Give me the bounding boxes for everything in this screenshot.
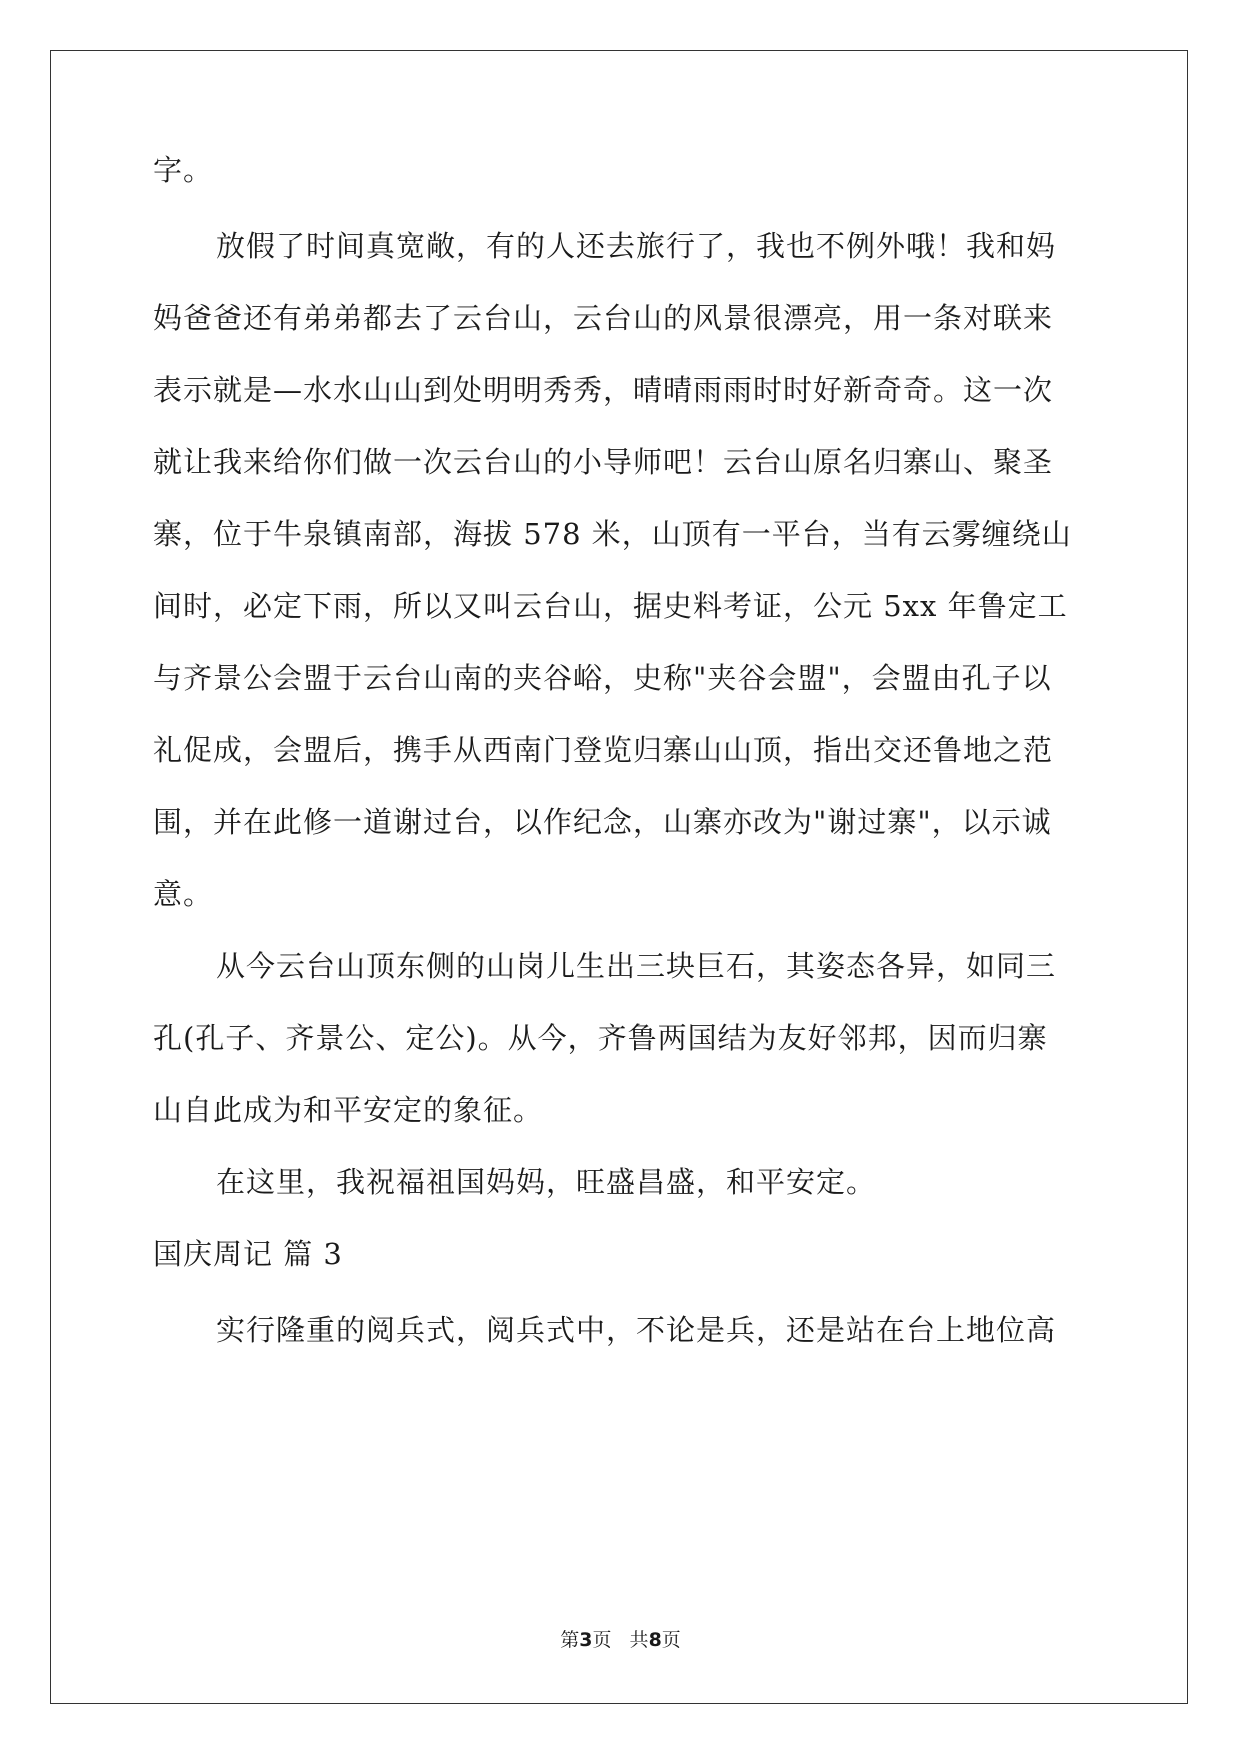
- total-page-number: 8: [648, 1629, 662, 1651]
- section-heading: 国庆周记 篇 3: [153, 1237, 343, 1271]
- text-line: 意。: [153, 877, 214, 911]
- text-line: 围，并在此修一道谢过台，以作纪念，山寨亦改为"谢过寨"，以示诚: [153, 805, 1052, 839]
- text-line: 间时，必定下雨，所以又叫云台山，据史料考证，公元 5xx 年鲁定工: [153, 589, 1068, 623]
- current-page-number: 3: [579, 1629, 593, 1651]
- paragraph-start: 在这里，我祝福祖国妈妈，旺盛昌盛，和平安定。: [216, 1165, 877, 1199]
- footer-prefix: 第: [560, 1629, 580, 1651]
- text-line: 字。: [153, 153, 214, 187]
- text-line: 表示就是—水水山山到处明明秀秀，晴晴雨雨时时好新奇奇。这一次: [153, 373, 1054, 407]
- text-line: 与齐景公会盟于云台山南的夹谷峪，史称"夹谷会盟"，会盟由孔子以: [153, 661, 1052, 695]
- paragraph-start: 实行隆重的阅兵式，阅兵式中，不论是兵，还是站在台上地位高: [216, 1313, 1057, 1347]
- paragraph-start: 放假了时间真宽敞，有的人还去旅行了，我也不例外哦！我和妈: [216, 229, 1057, 263]
- footer-middle: 页 共: [592, 1629, 649, 1651]
- footer-suffix: 页: [661, 1629, 681, 1651]
- text-line: 妈爸爸还有弟弟都去了云台山，云台山的风景很漂亮，用一条对联来: [153, 301, 1054, 335]
- paragraph-start: 从今云台山顶东侧的山岗儿生出三块巨石，其姿态各异，如同三: [216, 949, 1057, 983]
- text-line: 孔(孔子、齐景公、定公)。从今，齐鲁两国结为友好邻邦，因而归寨: [153, 1021, 1048, 1055]
- page-footer: [0, 1628, 1241, 1652]
- text-line: 寨，位于牛泉镇南部，海拔 578 米，山顶有一平台，当有云雾缠绕山: [153, 517, 1072, 551]
- text-line: 就让我来给你们做一次云台山的小导师吧！云台山原名归寨山、聚圣: [153, 445, 1054, 479]
- text-line: 山自此成为和平安定的象征。: [153, 1093, 544, 1127]
- text-line: 礼促成，会盟后，携手从西南门登览归寨山山顶，指出交还鲁地之范: [153, 733, 1054, 767]
